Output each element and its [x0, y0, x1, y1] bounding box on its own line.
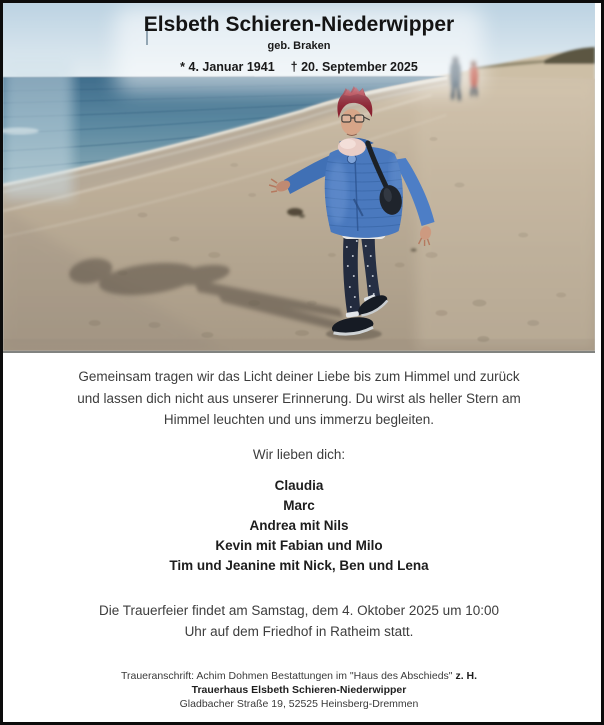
family-member: Claudia — [274, 478, 324, 493]
haze — [3, 59, 73, 199]
funeral-line: Die Trauerfeier findet am Samstag, dem 4. Oktober 2025 um 10:00 — [99, 603, 499, 618]
beach-photo — [3, 3, 595, 353]
maiden-name: geb. Braken — [267, 40, 331, 52]
memorial-line: Himmel leuchten und uns immerzu begleiten. — [163, 412, 435, 427]
family-names — [3, 476, 595, 576]
life-dates — [3, 60, 595, 74]
memorial-text — [3, 366, 595, 431]
funeral-line: Uhr auf dem Friedhof in Ratheim statt. — [184, 624, 414, 639]
address-prefix: Traueranschrift: Achim Dohmen Bestattungen im "Haus des Abschieds" — [120, 670, 453, 682]
address-line — [3, 669, 595, 683]
deceased-name: Elsbeth Schieren-Niederwipper — [143, 13, 455, 36]
family-member: Marc — [283, 498, 315, 513]
family-member: Kevin mit Fabian und Milo — [215, 538, 383, 553]
mourning-address — [3, 669, 595, 711]
funeral-notice — [3, 600, 595, 642]
street-address: Gladbacher Straße 19, 52525 Heinsberg-Dremmen — [179, 698, 419, 710]
memorial-line: und lassen dich nicht aus unserer Erinnerung. Du wirst als heller Stern am — [77, 390, 521, 406]
address-attn: z. H. — [455, 670, 478, 682]
salutation: Wir lieben dich: — [252, 447, 346, 462]
card-header — [3, 12, 595, 74]
family-member: Andrea mit Nils — [249, 518, 349, 533]
birth-date: * 4. Januar 1941 — [180, 60, 275, 74]
funeral-house: Trauerhaus Elsbeth Schieren-Niederwipper — [191, 684, 407, 696]
death-date: † 20. September 2025 — [290, 60, 418, 74]
family-member: Tim und Jeanine mit Nick, Ben und Lena — [169, 558, 429, 573]
memorial-line: Gemeinsam tragen wir das Licht deiner Liebe bis zum Himmel und zurück — [78, 369, 520, 384]
